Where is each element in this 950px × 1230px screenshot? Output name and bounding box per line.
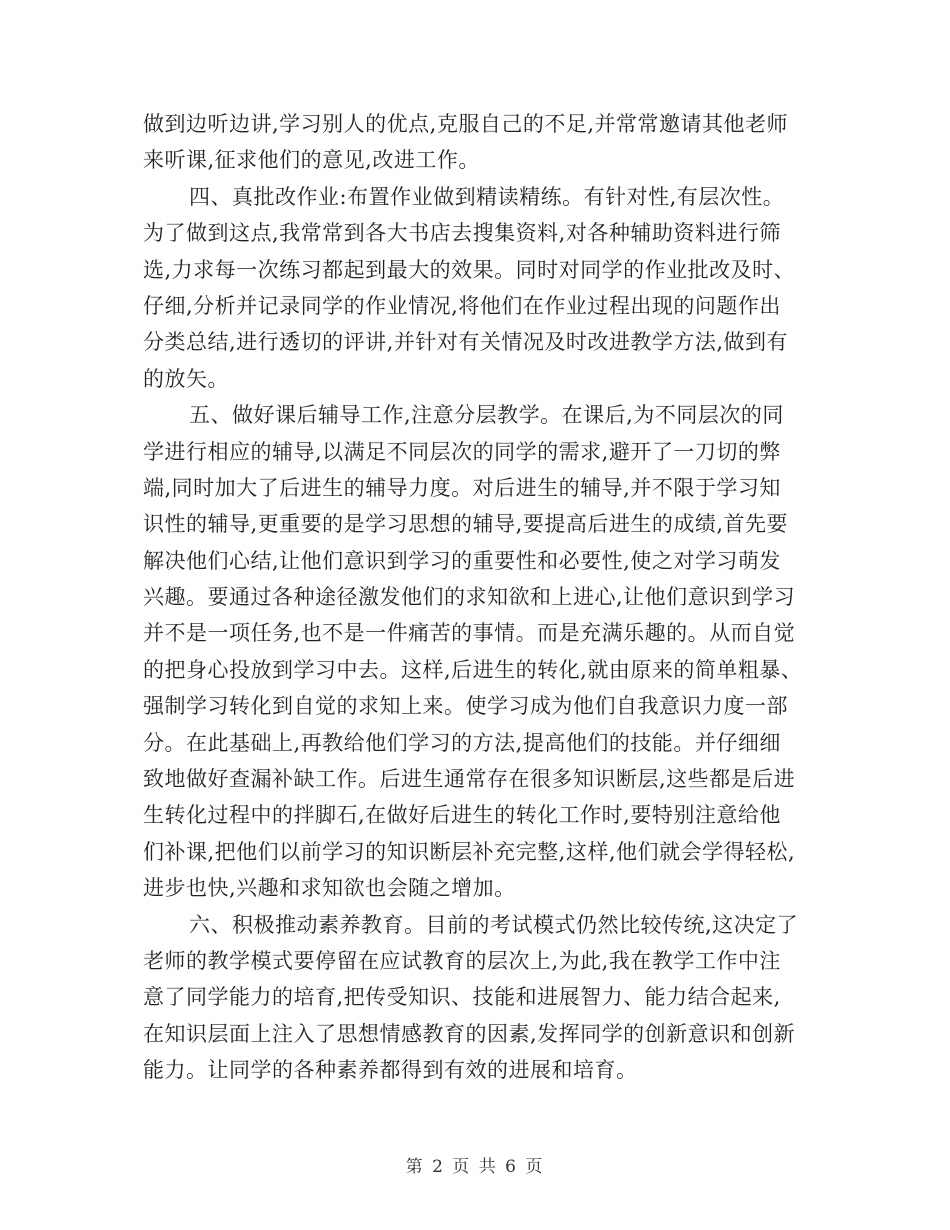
text-line: 意了同学能力的培育,把传受知识、技能和进展智力、能力结合起来,	[143, 985, 781, 1010]
paragraph-start-line: 四、真批改作业:布置作业做到精读精练。有针对性,有层次性。	[189, 184, 785, 209]
text-line: 兴趣。要通过各种途径激发他们的求知欲和上进心,让他们意识到学习	[143, 585, 796, 610]
text-line: 生转化过程中的拌脚石,在做好后进生的转化工作时,要特别注意给他	[143, 803, 781, 828]
text-line: 分类总结,进行透切的评讲,并针对有关情况及时改进教学方法,做到有	[143, 330, 789, 355]
text-line: 端,同时加大了后进生的辅导力度。对后进生的辅导,并不限于学习知	[143, 475, 781, 500]
text-line: 识性的辅导,更重要的是学习思想的辅导,要提高后进生的成绩,首先要	[143, 512, 789, 537]
document-body	[143, 106, 823, 1089]
text-line: 并不是一项任务,也不是一件痛苦的事情。而是充满乐趣的。从而自觉	[143, 621, 796, 646]
text-line: 致地做好查漏补缺工作。后进生通常存在很多知识断层,这些都是后进	[143, 767, 796, 792]
text-line: 的把身心投放到学习中去。这样,后进生的转化,就由原来的简单粗暴、	[143, 657, 803, 682]
text-line: 进步也快,兴趣和求知欲也会随之增加。	[143, 876, 516, 901]
paragraph-start-line: 六、积极推动素养教育。目前的考试模式仍然比较传统,这决定了	[189, 912, 799, 937]
text-line: 解决他们心结,让他们意识到学习的重要性和必要性,使之对学习萌发	[143, 548, 781, 573]
text-line: 老师的教学模式要停留在应试教育的层次上,为此,我在教学工作中注	[143, 948, 781, 973]
text-line: 能力。让同学的各种素养都得到有效的进展和培育。	[143, 1058, 638, 1083]
text-line: 来听课,征求他们的意见,改进工作。	[143, 148, 480, 173]
page-number-footer: 第 2 页 共 6 页	[405, 1157, 545, 1177]
text-line: 强制学习转化到自觉的求知上来。使学习成为他们自我意识力度一部	[143, 694, 788, 719]
text-line: 在知识层面上注入了思想情感教育的因素,发挥同学的创新意识和创新	[143, 1021, 796, 1046]
text-line: 为了做到这点,我常常到各大书店去搜集资料,对各种辅助资料进行筛	[143, 221, 781, 246]
text-line: 仔细,分析并记录同学的作业情况,将他们在作业过程出现的问题作出	[143, 293, 781, 318]
text-line: 分。在此基础上,再教给他们学习的方法,提高他们的技能。并仔细细	[143, 730, 781, 755]
text-line: 的放矢。	[143, 366, 229, 391]
text-line: 们补课,把他们以前学习的知识断层补充完整,这样,他们就会学得轻松,	[143, 839, 796, 864]
text-line: 学进行相应的辅导,以满足不同层次的同学的需求,避开了一刀切的弊	[143, 439, 781, 464]
paragraph-start-line: 五、做好课后辅导工作,注意分层教学。在课后,为不同层次的同	[189, 403, 784, 428]
text-line: 选,力求每一次练习都起到最大的效果。同时对同学的作业批改及时、	[143, 257, 796, 282]
text-line: 做到边听边讲,学习别人的优点,克服自己的不足,并常常邀请其他老师	[143, 112, 789, 136]
